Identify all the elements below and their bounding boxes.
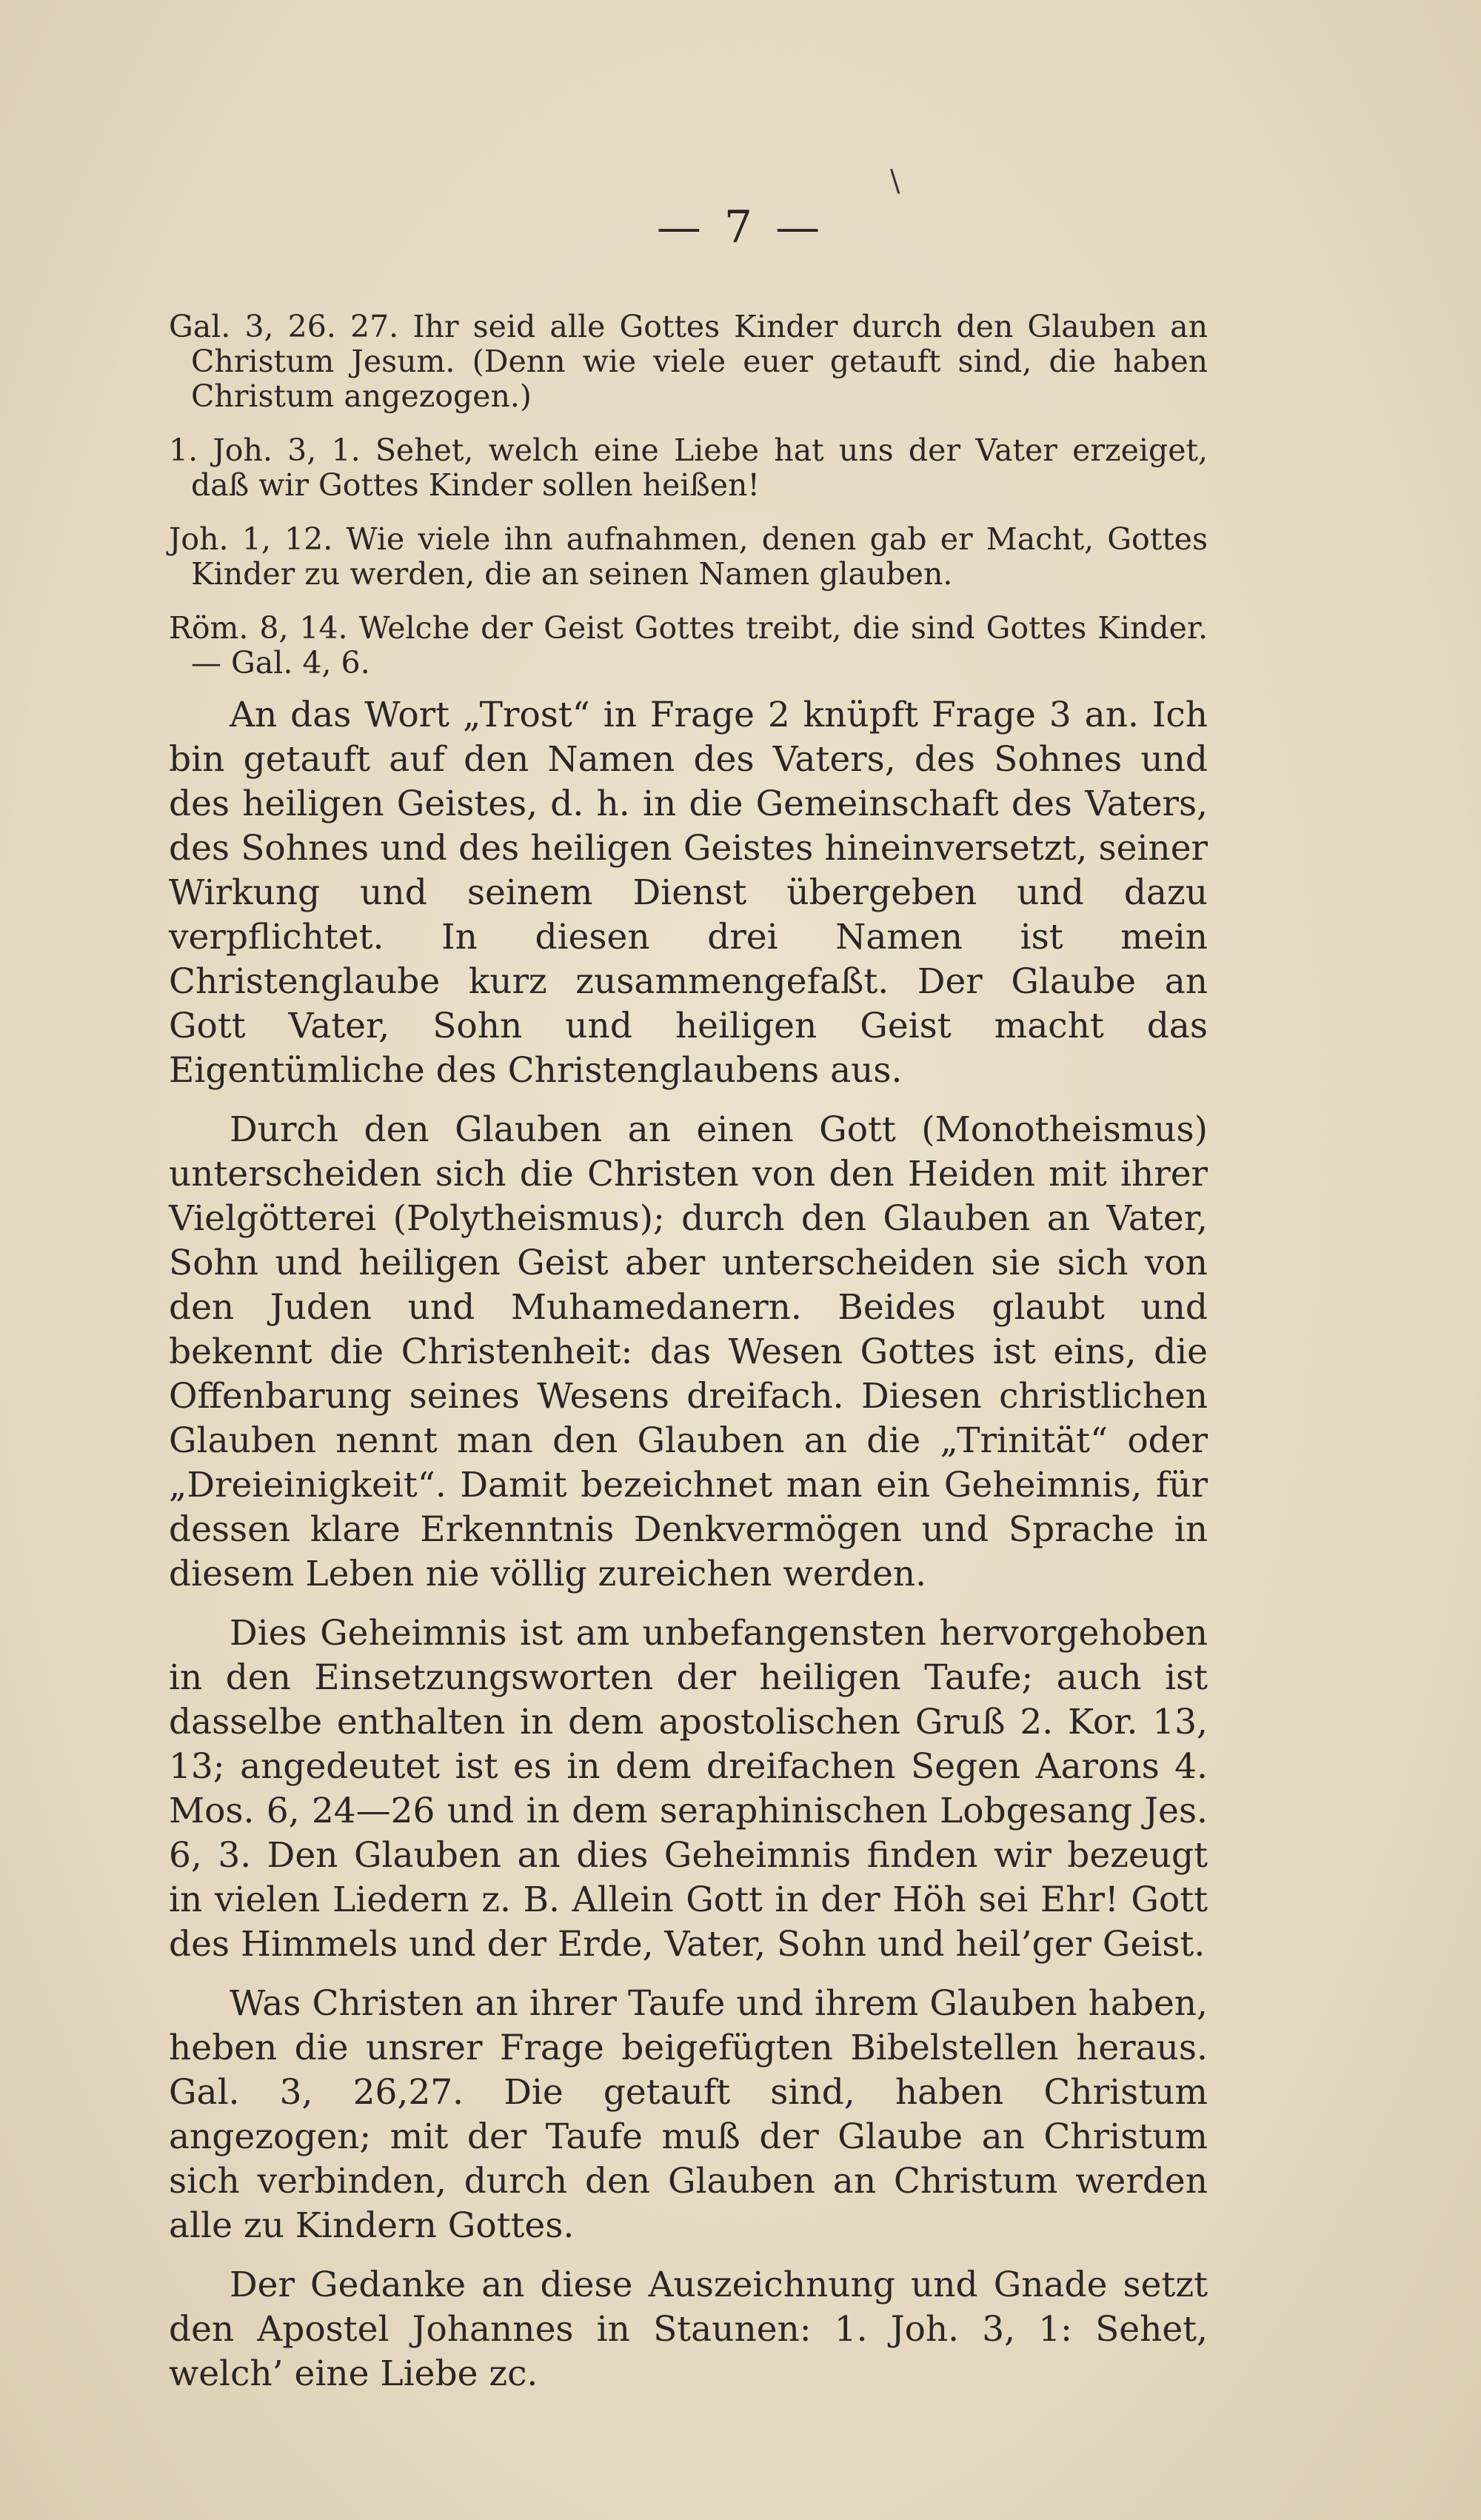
reference-text: Wie viele ihn aufnahmen, denen gab er Macht, Gottes Kinder zu werden, die an seinen Namen glauben.: [191, 521, 1208, 592]
stray-mark: \: [890, 164, 900, 198]
bible-references: [169, 310, 1208, 700]
paragraph: Was Christen an ihrer Taufe und ihrem Glauben haben, heben die unsrer Frage beigefügten Bibelstellen heraus. Gal. 3, 26,27. Die getauft sind, haben Christum angezogen; mit der Taufe muß der Glaube an Christum sich verbinden, durch den Glauben an Christum werden alle zu Kindern Gottes.: [169, 1983, 1208, 2246]
reference-citation: Gal. 3, 26. 27.: [169, 309, 399, 344]
paragraph: Der Gedanke an diese Auszeichnung und Gnade setzt den Apostel Johannes in Staunen: 1. Joh. 3, 1: Sehet, welch’ eine Liebe zc.: [169, 2265, 1208, 2394]
reference-text: Welche der Geist Gottes treibt, die sind Gottes Kinder. — Gal. 4, 6.: [191, 610, 1208, 681]
paragraph: Dies Geheimnis ist am unbefangensten hervorgehoben in den Einsetzungsworten der heiligen Taufe; auch ist dasselbe enthalten in dem apostolischen Gruß 2. Kor. 13, 13; angedeutet ist es in dem dreifachen Segen Aarons 4. Mos. 6, 24—26 und in dem seraphinischen Lobgesang Jes. 6, 3. Den Glauben an dies Geheimnis finden wir bezeugt in vielen Liedern z. B. Allein Gott in der Höh sei Ehr! Gott des Himmels und der Erde, Vater, Sohn und heil’ger Geist.: [169, 1613, 1208, 1965]
reference-citation: Röm. 8, 14.: [169, 610, 348, 646]
paragraph: Durch den Glauben an einen Gott (Monotheismus) unterscheiden sich die Christen von den Heiden mit ihrer Vielgötterei (Polytheismus); durch den Glauben an Vater, Sohn und heiligen Geist aber unterscheiden sie sich von den Juden und Muhamedanern. Beides glaubt und bekennt die Christenheit: das Wesen Gottes ist eins, die Offenbarung seines Wesens dreifach. Diesen christlichen Glauben nennt man den Glauben an die „Trinität“ oder „Dreieinigkeit“. Damit bezeichnet man ein Geheimnis, für dessen klare Erkenntnis Denkvermögen und Sprache in diesem Leben nie völlig zureichen werden.: [169, 1109, 1208, 1594]
paragraph: An das Wort „Trost“ in Frage 2 knüpft Frage 3 an. Ich bin getauft auf den Namen des Vaters, des Sohnes und des heiligen Geistes, d. h. in die Gemeinschaft des Vaters, des Sohnes und des heiligen Geistes hineinversetzt, seiner Wirkung und seinem Dienst übergeben und dazu verpflichtet. In diesen drei Namen ist mein Christenglaube kurz zusammengefaßt. Der Glaube an Gott Vater, Sohn und heiligen Geist macht das Eigentümliche des Christenglaubens aus.: [169, 695, 1208, 1091]
reference-text: Ihr seid alle Gottes Kinder durch den Glauben an Christum Jesum. (Denn wie viele euer getauft sind, die haben Christum angezogen.): [191, 309, 1208, 414]
reference-item: [169, 433, 1208, 503]
reference-citation: Joh. 1, 12.: [169, 521, 333, 557]
reference-item: [169, 522, 1208, 592]
reference-text: Sehet, welch eine Liebe hat uns der Vater erzeiget, daß wir Gottes Kinder sollen heißen!: [191, 432, 1208, 503]
body-text: [169, 693, 1208, 2411]
reference-item: [169, 611, 1208, 681]
reference-citation: 1. Joh. 3, 1.: [169, 432, 361, 468]
reference-item: [169, 310, 1208, 414]
page-number: — 7 —: [656, 201, 825, 253]
